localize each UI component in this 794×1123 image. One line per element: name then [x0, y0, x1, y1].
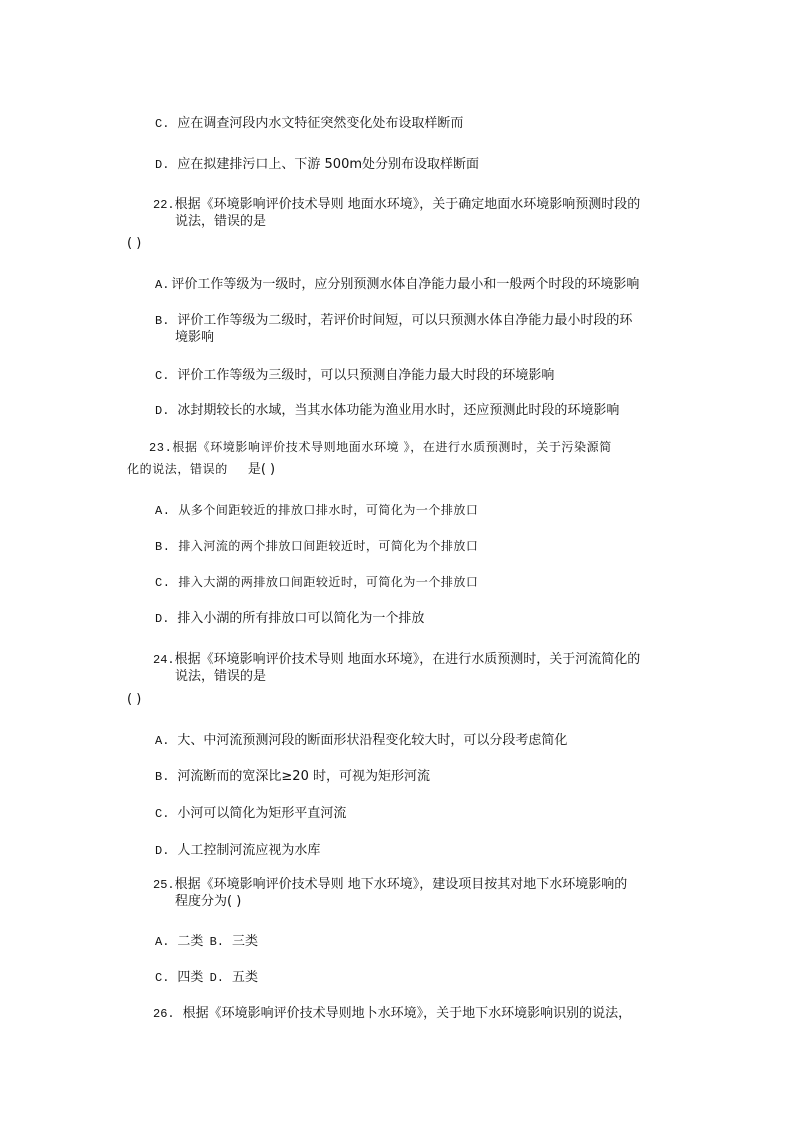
option-text: 评价工作等级为一级时，应分别预测水体自净能力最小和一般两个时段的环境影响 — [171, 277, 640, 292]
option-label: C. — [155, 576, 171, 590]
option-text: 排入大湖的两排放口间距较近时，可简化为一个排放口 — [178, 575, 479, 589]
option-text: 人工控制河流应视为水库 — [177, 843, 321, 858]
option-text: 应在拟建排污口上、下游 500m处分别布设取样断面 — [177, 157, 480, 172]
q22-option-b-line2: 境影响 — [175, 330, 215, 345]
option-text: 从多个间距较近的排放口排水时，可简化为一个排放口 — [178, 503, 479, 517]
option-label: B. — [155, 770, 170, 784]
q26-stem — [153, 1006, 631, 1022]
question-number: 22. — [153, 198, 175, 212]
option-label: D. — [155, 844, 170, 858]
q25-options-row-2 — [155, 970, 258, 986]
option-label: C. — [155, 369, 170, 383]
option-text: 排入小湖的所有排放口可以简化为一个排放 — [177, 611, 425, 626]
q24-option-c — [155, 806, 346, 822]
q24-option-b — [155, 769, 430, 785]
q22-option-a — [155, 277, 639, 293]
option-label: D. — [155, 612, 170, 626]
q25-stem — [153, 877, 627, 893]
q24-stem-line2: 说法，错误的是 — [175, 669, 267, 684]
option-label: A. — [155, 734, 170, 748]
q23-option-c — [155, 574, 478, 591]
option-text: 排入河流的两个排放口间距较近时，可简化为个排放口 — [178, 539, 479, 553]
q24-stem — [153, 652, 640, 668]
option-label: D. — [155, 158, 170, 172]
option-text: 五类 — [231, 970, 258, 985]
option-text: 小河可以简化为矩形平直河流 — [177, 806, 347, 821]
question-number: 25. — [153, 878, 175, 892]
q23-option-d — [155, 611, 424, 627]
option-text: 三类 — [231, 934, 258, 949]
q22-option-c — [155, 368, 554, 384]
q22-answer-blank: ( ) — [127, 236, 142, 251]
question-number: 24. — [153, 653, 175, 667]
q22-option-b — [155, 313, 632, 329]
option-label: C. — [155, 971, 170, 985]
option-label: B. — [155, 540, 171, 554]
option-label: A. — [155, 278, 170, 292]
option-label: B. — [209, 935, 224, 949]
option-label: C. — [155, 117, 170, 131]
q22-stem-line2: 说法，错误的是 — [175, 214, 267, 229]
q22-stem — [153, 197, 640, 213]
option-text: 河流断而的宽深比≥20 时，可视为矩形河流 — [177, 769, 430, 784]
question-stem-tail: 是( ) — [247, 462, 276, 477]
option-label: D. — [155, 404, 170, 418]
q21-option-c — [155, 116, 463, 132]
q23-option-a — [155, 502, 478, 519]
option-text: 冰封期较长的水域，当其水体功能为渔业用水时，还应预测此时段的环境影响 — [177, 403, 620, 418]
question-stem-line1: 根据《环境影响评价技术导则地面水环境 》，在进行水质预测时，关于污染源简 — [172, 440, 612, 454]
question-stem-line1: 根据《环境影响评价技术导则 地下水环境》，建设项目按其对地下水环境影响的 — [174, 877, 628, 892]
question-number: 23. — [149, 441, 173, 455]
option-label: C. — [155, 807, 170, 821]
question-stem-line1: 根据《环境影响评价技术导则地卜水环境》，关于地下水环境影响识别的说法， — [182, 1006, 632, 1021]
q24-option-d — [155, 843, 320, 859]
question-number: 26. — [153, 1007, 175, 1021]
q23-option-b — [155, 538, 478, 555]
q23-stem-line2 — [127, 461, 275, 478]
q23-stem — [149, 439, 612, 456]
option-label: A. — [155, 504, 171, 518]
option-label: A. — [155, 935, 170, 949]
q21-option-d — [155, 157, 479, 173]
q24-answer-blank: ( ) — [127, 692, 142, 707]
option-text: 四类 — [177, 970, 204, 985]
option-label: B. — [155, 314, 170, 328]
q22-option-d — [155, 403, 619, 419]
option-text: 二类 — [177, 934, 204, 949]
option-text: 评价工作等级为二级时，若评价时间短，可以只预测水体自净能力最小时段的环 — [177, 313, 633, 328]
option-text: 大、中河流预测河段的断面形状沿程变化较大时，可以分段考虑简化 — [177, 733, 568, 748]
q25-stem-line2: 程度分为( ) — [175, 894, 242, 909]
option-text: 应在调查河段内水文特征突然变化处布设取样断而 — [177, 116, 464, 131]
question-stem-line1: 根据《环境影响评价技术导则 地面水环境》，在进行水质预测时，关于河流简化的 — [174, 652, 641, 667]
question-stem-line1: 根据《环境影响评价技术导则 地面水环境》，关于确定地面水环境影响预测时段的 — [174, 197, 641, 212]
question-stem-line2: 化的说法，错误的 — [127, 462, 228, 476]
option-label: D. — [209, 971, 224, 985]
option-text: 评价工作等级为三级时，可以只预测自净能力最大时段的环境影响 — [177, 368, 555, 383]
q24-option-a — [155, 733, 567, 749]
q25-options-row-1 — [155, 934, 258, 950]
